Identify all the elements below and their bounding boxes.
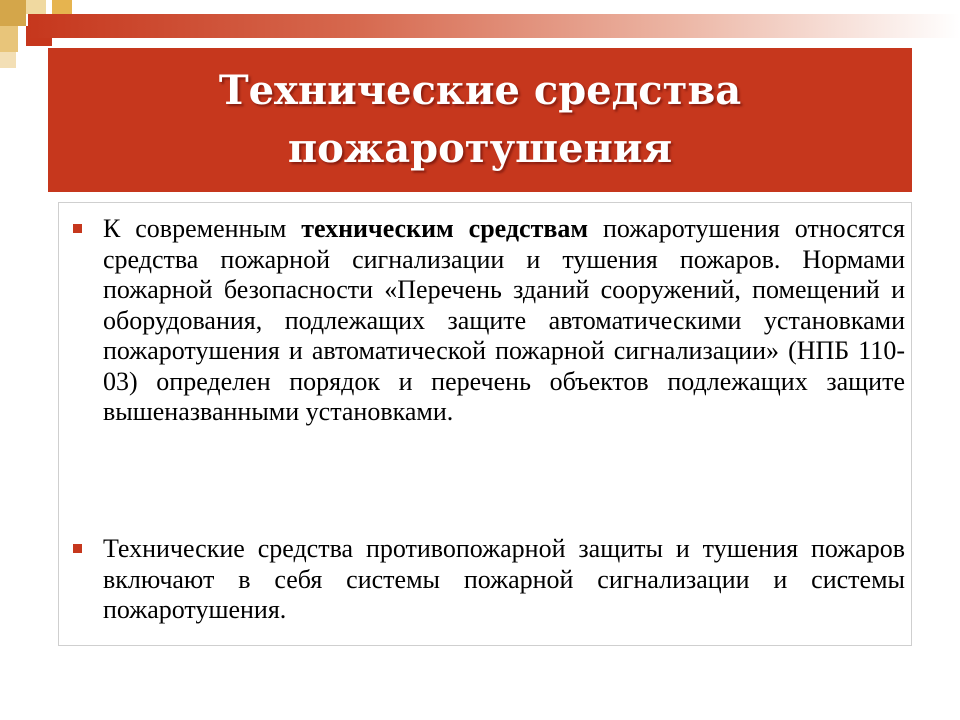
- bullet-text-bold: техническим средствам: [301, 214, 589, 243]
- square-bullet-icon: [73, 224, 82, 233]
- content-box: [58, 202, 912, 646]
- bullet-text-lead: К современным: [103, 214, 302, 243]
- decorative-square: [0, 26, 18, 52]
- bullet-item: [73, 214, 905, 428]
- decorative-square: [0, 0, 26, 26]
- slide-title: Технические средства пожаротушения: [218, 67, 742, 172]
- bullet-text: Технические средства противопожарной защиты и тушения пожаров включают в себя системы пожарной сигнализации и системы пожаротушения.: [103, 534, 905, 624]
- decorative-square: [52, 0, 72, 14]
- bullet-item: [73, 534, 905, 626]
- decorative-square: [0, 52, 16, 68]
- bullet-text-rest: пожаротушения относятся средства пожарной сигнализации и тушения пожаров. Нормами пожарной безопасности «Перечень зданий сооружений, помещений и оборудования, подлежащих защите автоматическими установками пожаротушения и автоматической пожарной сигнализации» (НПБ 110- 03) определен порядок и перечень объектов подлежащих защите вышеназванными установками.: [103, 214, 905, 426]
- square-bullet-icon: [73, 544, 82, 553]
- title-band: [48, 48, 912, 192]
- bullet-text: [103, 214, 905, 428]
- header-gradient-stripe: [28, 14, 960, 38]
- decorative-square: [26, 0, 46, 14]
